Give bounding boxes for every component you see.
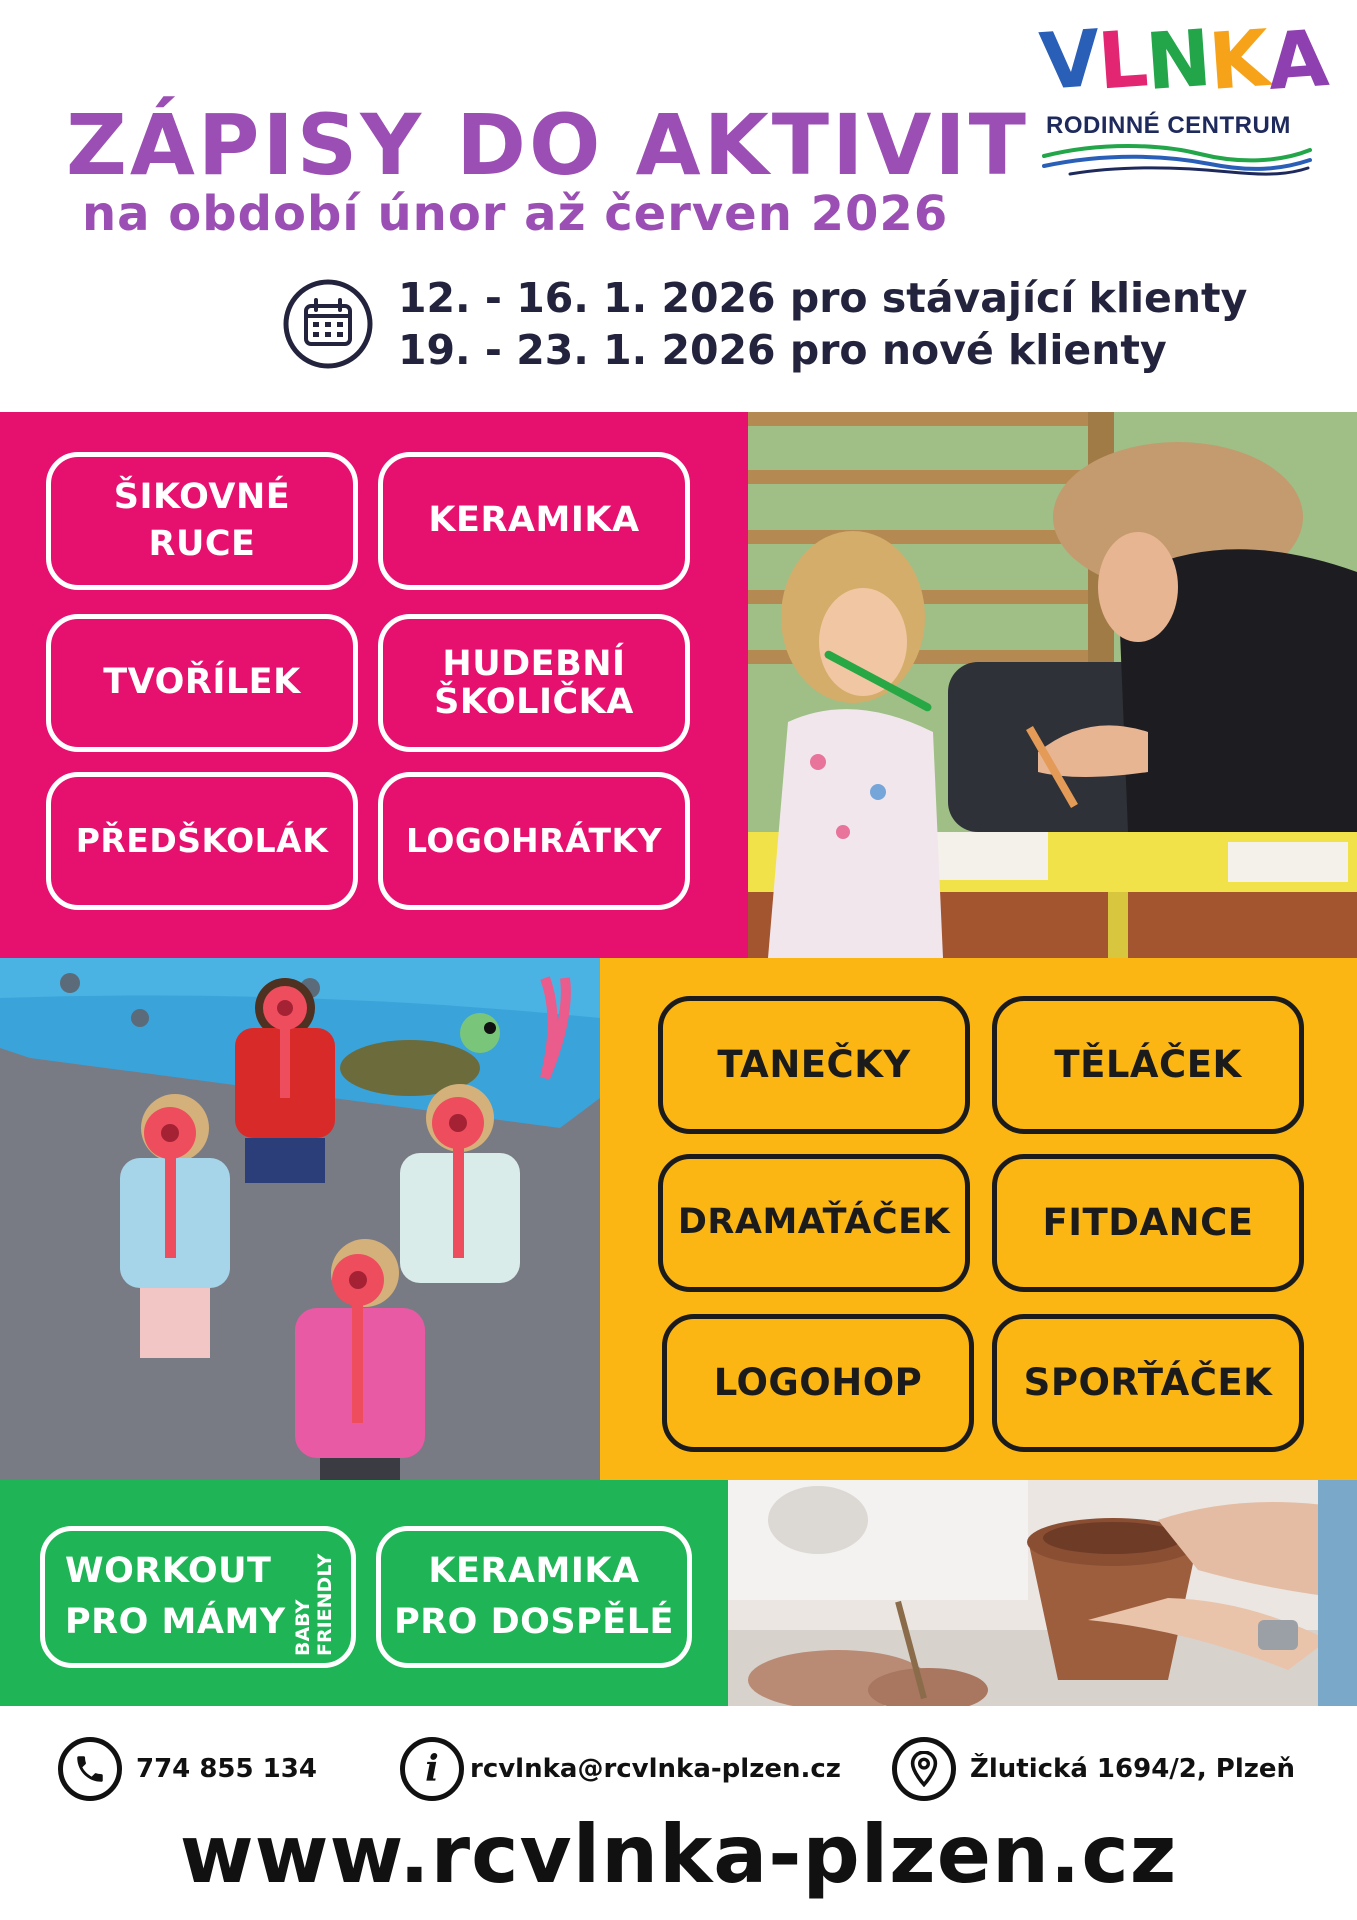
page-title: ZÁPISY DO AKTIVIT <box>66 96 1029 194</box>
contact-address <box>892 1737 1295 1801</box>
phone-icon <box>58 1737 122 1801</box>
activities-panel-yellow <box>600 958 1357 1480</box>
logo-letter: L <box>1095 14 1150 108</box>
activities-panel-green <box>0 1480 728 1706</box>
activity-logohratky: LOGOHRÁTKY <box>378 772 690 910</box>
activity-sikovne-ruce: ŠIKOVNÉ RUCE <box>46 452 358 590</box>
activity-logohop: LOGOHOP <box>662 1314 974 1452</box>
activity-dramatacek: DRAMAŤÁČEK <box>658 1154 970 1292</box>
photo-children-drawing <box>748 412 1357 958</box>
activity-tvorilek: TVOŘÍLEK <box>46 614 358 752</box>
email-address[interactable]: rcvlnka@rcvlnka-plzen.cz <box>470 1754 841 1784</box>
activity-telacek: TĚLÁČEK <box>992 996 1304 1134</box>
logo-letter: V <box>1036 14 1102 108</box>
contact-email <box>400 1737 841 1801</box>
registration-dates <box>398 272 1247 376</box>
logo-letter: N <box>1143 13 1213 109</box>
logo-letter: K <box>1206 14 1271 108</box>
calendar-icon <box>282 278 374 370</box>
page-subtitle: na období únor až červen 2026 <box>82 186 949 242</box>
activity-sportacek: SPORŤÁČEK <box>992 1314 1304 1452</box>
date-existing-clients: 12. - 16. 1. 2026 pro stávající klienty <box>398 274 1248 322</box>
logo-wave-icon <box>1040 140 1315 180</box>
date-new-clients: 19. - 23. 1. 2026 pro nové klienty <box>398 326 1167 374</box>
website-link[interactable]: www.rcvlnka-plzen.cz <box>179 1808 1178 1901</box>
activity-hudebni-skolicka: HUDEBNÍ ŠKOLIČKA <box>378 614 690 752</box>
contact-phone <box>58 1737 317 1801</box>
logo-subtitle: RODINNÉ CENTRUM <box>1046 112 1291 139</box>
logo-letters <box>1036 13 1330 109</box>
photo-pottery <box>728 1480 1357 1706</box>
photo-children-playing <box>0 958 600 1480</box>
activity-predskolak: PŘEDŠKOLÁK <box>46 772 358 910</box>
logo-letter: A <box>1264 14 1330 108</box>
activity-fitdance: FITDANCE <box>992 1154 1304 1292</box>
workout-label: WORKOUT PRO MÁMY <box>65 1551 286 1642</box>
phone-number[interactable]: 774 855 134 <box>136 1754 317 1784</box>
activity-keramika: KERAMIKA <box>378 452 690 590</box>
baby-friendly-label: BABY FRIENDLY <box>292 1553 336 1656</box>
street-address: Žlutická 1694/2, Plzeň <box>970 1754 1296 1784</box>
activities-panel-magenta <box>0 412 748 958</box>
location-pin-icon <box>892 1737 956 1801</box>
activity-tanecky: TANEČKY <box>658 996 970 1134</box>
info-icon: i <box>400 1737 464 1801</box>
vlnka-logo <box>1036 13 1330 172</box>
activity-keramika-pro-dospele: KERAMIKA PRO DOSPĚLÉ <box>376 1526 692 1668</box>
